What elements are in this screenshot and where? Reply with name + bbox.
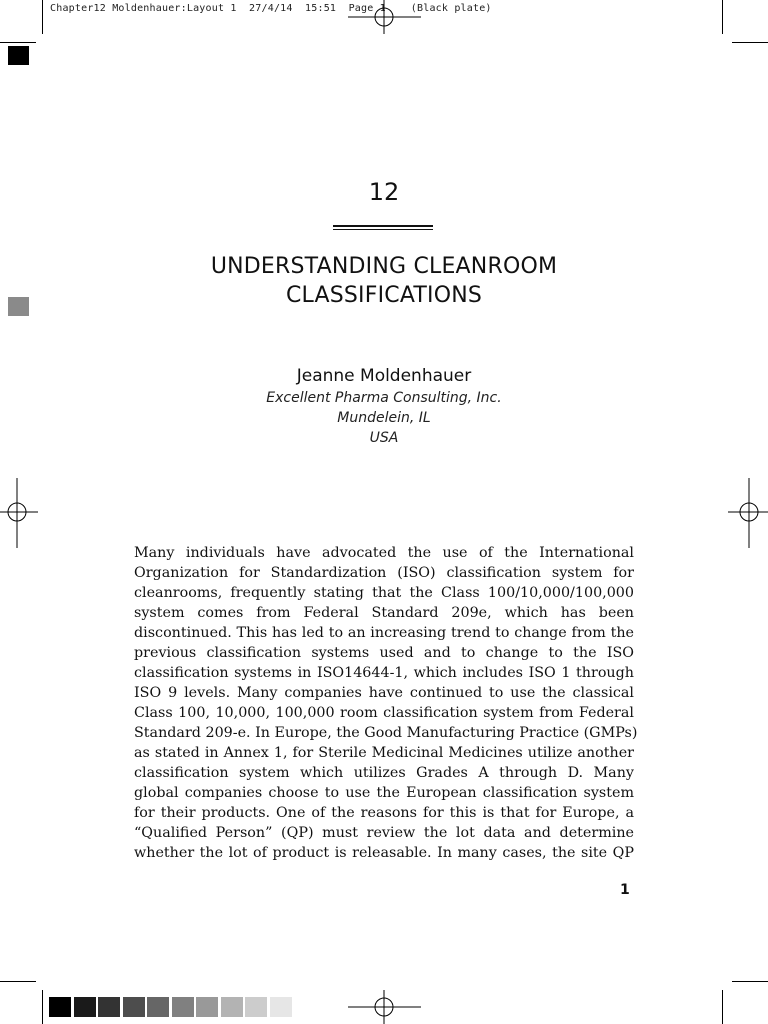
color-swatch (270, 997, 292, 1017)
color-swatch (74, 997, 96, 1017)
author-affiliation-country: USA (369, 430, 399, 446)
chapter-title-line: UNDERSTANDING CLEANROOM (210, 254, 558, 279)
color-swatch (123, 997, 145, 1017)
registration-mark-left (0, 478, 40, 548)
body-line: system comes from Federal Standard 209e, which has been (134, 605, 634, 621)
slug-line: Chapter12 Moldenhauer:Layout 1 27/4/14 15:51 Page 1 (Black plate) (50, 3, 492, 14)
registration-mark-bottom (343, 990, 427, 1024)
chapter-number: 12 (368, 178, 400, 206)
chapter-rule-bottom (333, 229, 433, 230)
body-line: previous classification systems used and to change to the ISO (134, 645, 634, 661)
body-line: ISO 9 levels. Many companies have continued to use the classical (134, 685, 634, 701)
printer-square-black (8, 46, 29, 65)
body-line: Standard 209-e. In Europe, the Good Manufacturing Practice (GMPs) (134, 725, 638, 741)
color-swatch (196, 997, 218, 1017)
body-line: “Qualified Person” (QP) must review the lot data and determine (134, 825, 634, 841)
body-line: Organization for Standardization (ISO) classification system for (134, 565, 634, 581)
chapter-title-line: CLASSIFICATIONS (285, 283, 483, 308)
body-line: classification system which utilizes Grades A through D. Many (134, 765, 634, 781)
chapter-rule-top (333, 225, 433, 227)
crop-mark (42, 0, 43, 34)
color-swatch (49, 997, 71, 1017)
body-paragraph (134, 543, 638, 863)
crop-mark (732, 981, 768, 982)
crop-mark (722, 990, 723, 1024)
registration-mark-right (728, 478, 768, 548)
crop-mark (732, 42, 768, 43)
crop-mark (722, 0, 723, 34)
body-line: discontinued. This has led to an increasing trend to change from the (134, 625, 634, 641)
body-line: Class 100, 10,000, 100,000 room classification system from Federal (134, 705, 634, 721)
color-swatch (98, 997, 120, 1017)
page-number: 1 (620, 882, 630, 898)
crop-mark (42, 990, 43, 1024)
author-affiliation-city: Mundelein, IL (337, 410, 431, 426)
body-line: classification systems in ISO14644-1, which includes ISO 1 through (134, 665, 634, 681)
body-line: cleanrooms, frequently stating that the Class 100/10,000/100,000 (134, 585, 634, 601)
color-swatch (147, 997, 169, 1017)
registration-mark-top (343, 0, 427, 34)
crop-mark (0, 42, 36, 43)
chapter-title (0, 252, 768, 310)
author-affiliation-company: Excellent Pharma Consulting, Inc. (266, 390, 502, 406)
author-name: Jeanne Moldenhauer (296, 366, 472, 386)
color-swatch (221, 997, 243, 1017)
body-line: Many individuals have advocated the use of the International (134, 545, 634, 561)
color-swatch (245, 997, 267, 1017)
body-line: as stated in Annex 1, for Sterile Medicinal Medicines utilize another (134, 745, 634, 761)
body-line: global companies choose to use the European classification system (134, 785, 634, 801)
body-line: whether the lot of product is releasable. In many cases, the site QP (134, 845, 634, 861)
color-swatch (172, 997, 194, 1017)
body-line: for their products. One of the reasons for this is that for Europe, a (134, 805, 634, 821)
crop-mark (0, 981, 36, 982)
